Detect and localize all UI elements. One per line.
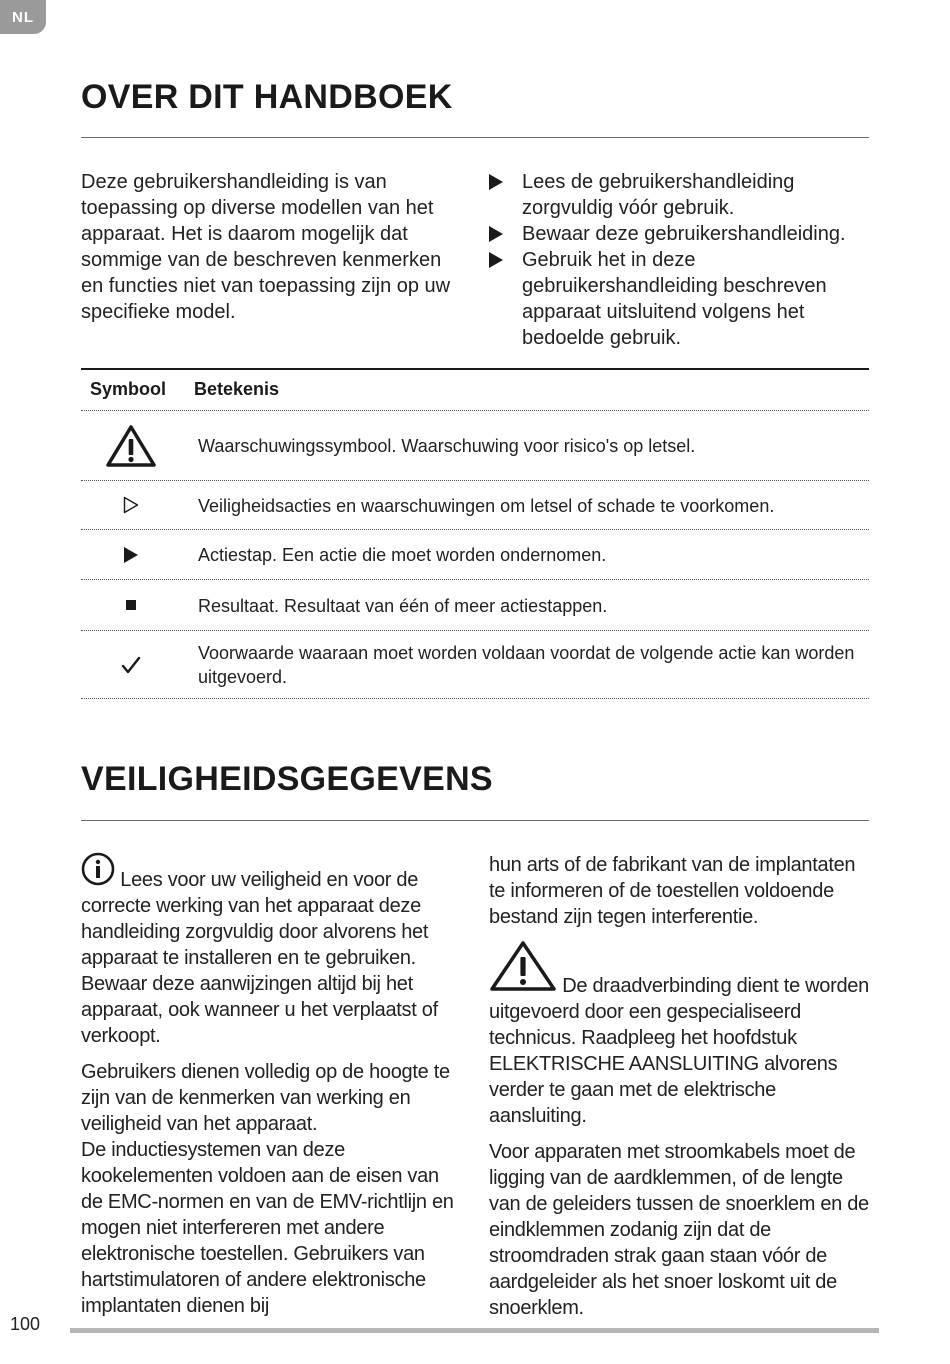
wiring-warning-paragraph bbox=[489, 940, 871, 1129]
row-description: Waarschuwingssymbool. Waarschuwing voor risico's op letsel. bbox=[198, 436, 696, 456]
usage-instructions-list bbox=[489, 169, 874, 351]
action-step-icon bbox=[489, 174, 503, 190]
list-item-text: Lees de gebruikershandleiding zorgvuldig vóór gebruik. bbox=[522, 171, 795, 219]
list-item bbox=[489, 247, 874, 351]
list-item bbox=[489, 221, 874, 247]
square-icon bbox=[81, 580, 181, 630]
implant-paragraph: hun arts of de fabrikant van de implantaten te informeren of de toestellen voldoende bestand zijn tegen interferentie. bbox=[489, 854, 856, 928]
section-title-handbook: OVER DIT HANDBOEK bbox=[81, 78, 453, 116]
cable-paragraph: Voor apparaten met stroomkabels moet de ligging van de aardklemmen, of de lengte van de geleiders tussen de snoerklem en de eindklemmen zodanig zijn dat de stroomdraden strak gaan staan vóór de aardgeleider als het snoer loskomt uit de snoerklem. bbox=[489, 1141, 869, 1319]
wiring-warning-text: De draadverbinding dient te worden uitgevoerd door een gespecialiseerd technicus. Raadpleeg het hoofdstuk ELEKTRISCHE AANSLUITING alvorens verder te gaan met de elektrische aansluiting. bbox=[489, 975, 869, 1127]
outline-triangle-icon bbox=[81, 481, 181, 529]
list-item bbox=[489, 169, 874, 221]
row-description: Voorwaarde waaraan moet worden voldaan voordat de volgende actie kan worden uitgevoerd. bbox=[198, 643, 855, 687]
warning-triangle-icon bbox=[81, 411, 181, 480]
intro-paragraph: Deze gebruikershandleiding is van toepassing op diverse modellen van het apparaat. Het is daarom mogelijk dat sommige van de beschreven kenmerken en functies niet van toepassing zijn op uw specifieke model. bbox=[81, 171, 451, 323]
title-divider bbox=[81, 820, 869, 821]
list-item-text: Bewaar deze gebruikershandleiding. bbox=[522, 223, 846, 245]
row-description: Veiligheidsacties en waarschuwingen om letsel of schade te voorkomen. bbox=[198, 496, 775, 516]
page-number: 100 bbox=[10, 1314, 41, 1334]
row-description: Actiestap. Een actie die moet worden ondernomen. bbox=[198, 545, 607, 565]
table-row bbox=[81, 481, 869, 530]
table-row bbox=[81, 530, 869, 580]
table-header bbox=[81, 368, 869, 411]
info-paragraph-text: Lees voor uw veiligheid en voor de correcte werking van het apparaat deze handleiding zorgvuldig door alvorens het apparaat te installeren en te gebruiken. Bewaar deze aanwijzingen altijd bij het apparaat, ook wanneer u het verplaatst of verkoopt. bbox=[81, 869, 438, 1047]
safety-left-column bbox=[81, 852, 463, 1329]
language-badge: NL bbox=[0, 0, 46, 34]
action-step-icon bbox=[489, 226, 503, 242]
info-paragraph bbox=[81, 852, 463, 1049]
section-title-safety: VEILIGHEIDSGEGEVENS bbox=[81, 760, 493, 798]
row-description: Resultaat. Resultaat van één of meer actiestappen. bbox=[198, 596, 608, 616]
table-row bbox=[81, 631, 869, 699]
action-step-icon bbox=[489, 252, 503, 268]
table-row bbox=[81, 411, 869, 481]
symbol-table bbox=[81, 368, 869, 699]
users-paragraph: Gebruikers dienen volledig op de hoogte te zijn van de kenmerken van werking en veiligheid van het apparaat. bbox=[81, 1061, 450, 1135]
list-item-text: Gebruik het in deze gebruikershandleiding beschreven apparaat uitsluitend volgens het bedoelde gebruik. bbox=[522, 249, 827, 349]
column-header-meaning: Betekenis bbox=[194, 379, 280, 399]
table-row bbox=[81, 580, 869, 631]
checkmark-icon bbox=[81, 631, 181, 698]
emc-paragraph: De inductiesystemen van deze kookelementen voldoen aan de eisen van de EMC-normen en van de EMV-richtlijn en mogen niet interfereren met andere elektronische toestellen. Gebruikers van hartstimulatoren of andere elektronische implantaten dienen bij bbox=[81, 1139, 454, 1317]
warning-triangle-icon bbox=[489, 940, 557, 999]
info-icon bbox=[81, 852, 115, 893]
footer-bar bbox=[70, 1328, 879, 1333]
safety-right-column bbox=[489, 852, 871, 1331]
filled-triangle-icon bbox=[81, 530, 181, 579]
title-divider bbox=[81, 137, 869, 138]
column-header-symbol: Symbool bbox=[90, 379, 167, 399]
